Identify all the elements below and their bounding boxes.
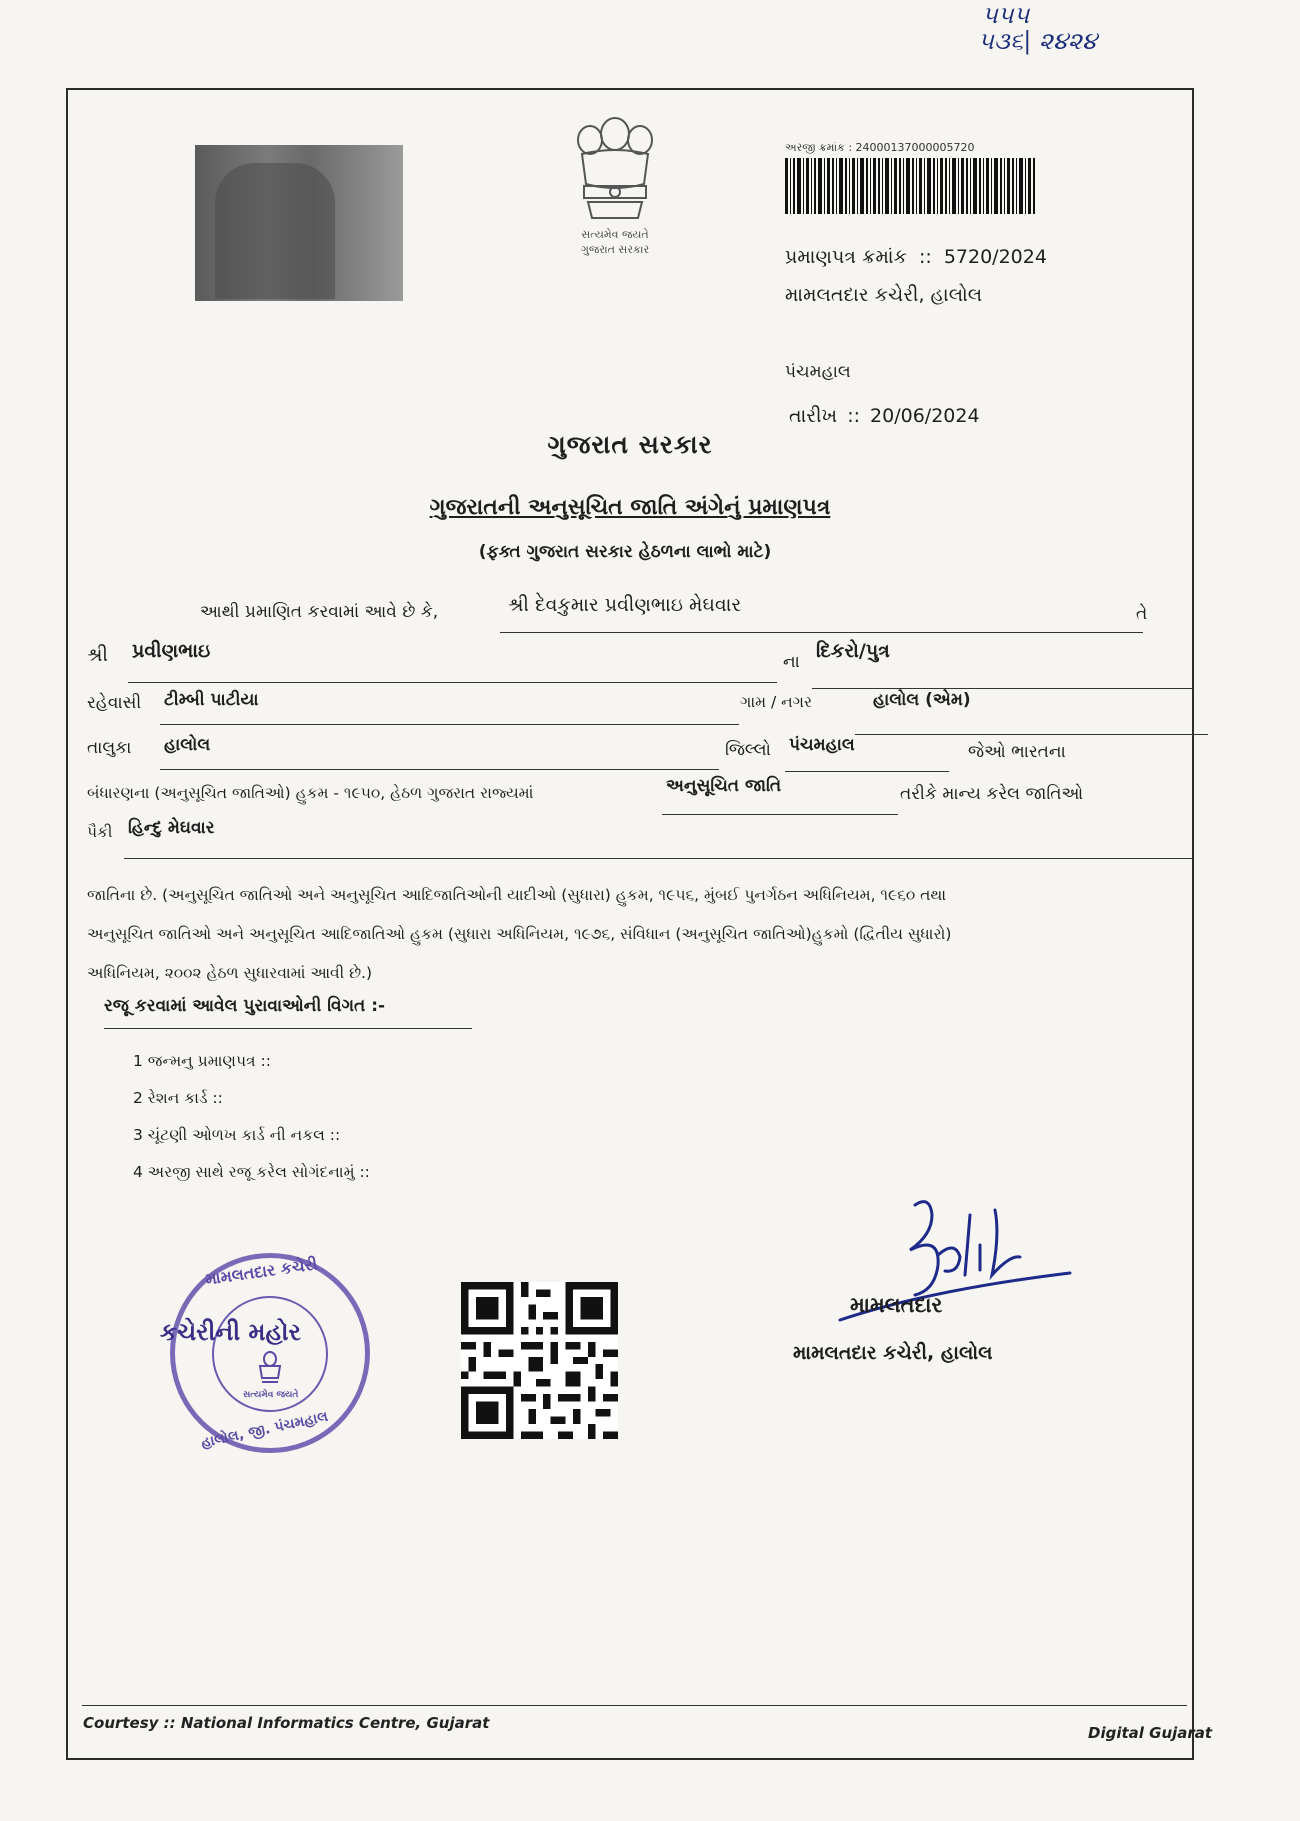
application-number: અરજી ક્રમાંક : 24000137000005720: [785, 141, 975, 154]
evidence-heading: [104, 996, 472, 1029]
seal-emblem-icon: [254, 1350, 286, 1386]
paiki-label: પૈકી: [87, 823, 113, 841]
village-text: હાલોલ (એમ): [873, 690, 971, 710]
resident: [160, 690, 739, 725]
caste: [124, 818, 1192, 859]
date-sep: ::: [847, 405, 860, 427]
handwritten-note-line1: ૫૫૫: [982, 1, 1030, 29]
person-name-text: શ્રી દેવકુમાર પ્રવીણભાઇ મેઘવાર: [508, 594, 742, 616]
issue-date: 20/06/2024: [870, 405, 980, 427]
certificate-number-sep: ::: [918, 246, 932, 268]
issuing-office: મામલતદાર કચેરી, હાલોલ: [785, 284, 983, 306]
shri-label: શ્રી: [87, 644, 108, 666]
resident-label: રહેવાસી: [87, 693, 142, 713]
village-label: ગામ / નગર: [740, 693, 813, 711]
evidence-item: 1 જન્મનુ પ્રમાણપત્ર ::: [133, 1052, 271, 1070]
signatory-designation: મામલતદાર: [850, 1293, 943, 1317]
date-label: તારીખ: [789, 405, 838, 427]
barcode: [785, 158, 1035, 214]
district-label: જિલ્લો: [725, 740, 771, 760]
legal-paragraph-line2: અનુસૂચિત જાતિઓ અને અનુસૂચિત આદિજાતિઓ હુકમ (સુધારા અધિનિયમ, ૧૯૭૬, સંવિધાન (અનુસૂચિત જાતિઓ)હુકમો (દ્વિતીય સુધારો): [87, 925, 952, 943]
legal-paragraph: [87, 876, 1187, 993]
government-title: ગુજરાત સરકાર: [547, 430, 713, 459]
person-name: [500, 594, 1143, 633]
recognized-castes-text: તરીકે માન્ય કરેલ જાતિઓ: [900, 784, 1084, 804]
resident-text: ટીમ્બી પાટીયા: [164, 690, 259, 710]
father-name: [128, 640, 777, 683]
district-value: [785, 735, 949, 772]
footer-courtesy: Courtesy :: National Informatics Centre, Gujarat: [83, 1714, 490, 1732]
district-text: પંચમહાલ: [789, 735, 855, 755]
legal-paragraph-line1: જાતિના છે. (અનુસૂચિત જાતિઓ અને અનુસૂચિત આદિજાતિઓની યાદીઓ (સુધારા) હુકમ, ૧૯૫૬, મુંબઈ પુનર્ગઠન અધિનિયમ, ૧૯૬૦ તથા: [87, 886, 947, 904]
seal-motto-text: સત્યમેવ જયતે: [243, 1390, 299, 1400]
legal-paragraph-line3: અધિનિયમ, ૨૦૦૨ હેઠળ સુધારવામાં આવી છે.): [87, 964, 373, 982]
relation-text: દિકરો/પુત્ર: [816, 640, 890, 662]
signatory-office: મામલતદાર કચેરી, હાલોલ: [793, 1342, 993, 1364]
evidence-list: [133, 1043, 370, 1191]
father-name-text: પ્રવીણભાઇ: [132, 640, 211, 662]
caste-text: હિન્દુ મેઘવાર: [128, 818, 215, 838]
date-row: [789, 405, 980, 427]
evidence-item: 2 રેશન કાર્ડ ::: [133, 1089, 223, 1107]
footer-brand: Digital Gujarat: [1088, 1724, 1213, 1742]
seal-top-text: મામલતદાર કચેરી: [204, 1254, 319, 1289]
qr-code: [461, 1282, 618, 1439]
certificate-title: ગુજરાતની અનુસૂચિત જાતિ અંગેનું પ્રમાણપત્ર: [429, 495, 831, 520]
evidence-item: 3 ચૂંટણી ઓળખ કાર્ડ ની નકલ ::: [133, 1126, 341, 1144]
intro-text: આથી પ્રમાણિત કરવામાં આવે છે કે,: [200, 602, 439, 622]
constitution-order-text: બંધારણના (અનુસૂચિત જાતિઓ) હુકમ - ૧૯૫૦, હેઠળ ગુજરાત રાજ્યમાં: [87, 784, 534, 802]
relation: [812, 640, 1194, 689]
handwritten-note: [978, 2, 1097, 54]
applicant-photo: [195, 145, 403, 301]
emblem-motto: સત્યમેવ જયતે: [581, 228, 649, 241]
photo-silhouette: [215, 163, 335, 299]
seal-bottom-text: હાલોલ, જી. પંચમહાલ: [199, 1408, 330, 1452]
seal-center-text: કચેરીની મહોર: [160, 1318, 301, 1346]
emblem-govt-label: ગુજરાત સરકાર: [580, 243, 650, 256]
taluka-text: હાલોલ: [164, 735, 211, 755]
footer-divider: [82, 1705, 1187, 1706]
category: [662, 776, 898, 815]
evidence-heading-text: રજૂ કરવામાં આવેલ પુરાવાઓની વિગત :-: [104, 996, 386, 1016]
village: [855, 690, 1208, 735]
taluka-label: તાલુકા: [87, 738, 132, 758]
certificate-number: 5720/2024: [943, 246, 1047, 268]
handwritten-note-line2: ૫૩૬| ૨૪૨૪: [978, 27, 1097, 55]
te-text: તે: [1136, 604, 1148, 624]
national-emblem-icon: [560, 106, 670, 226]
na-label: ના: [783, 652, 800, 672]
bharat-text: જેઓ ભારતના: [968, 742, 1066, 762]
certificate-subtitle: (ફક્ત ગુજરાત સરકાર હેઠળના લાભો માટે): [478, 542, 772, 562]
issuing-district: પંચમહાલ: [785, 362, 851, 382]
certificate-number-label: પ્રમાણપત્ર ક્રમાંક: [785, 246, 907, 268]
evidence-item: 4 અરજી સાથે રજૂ કરેલ સોગંદનામું ::: [133, 1163, 370, 1181]
category-text: અનુસૂચિત જાતિ: [666, 776, 782, 796]
certificate-number-row: [785, 246, 1047, 268]
taluka: [160, 735, 719, 770]
